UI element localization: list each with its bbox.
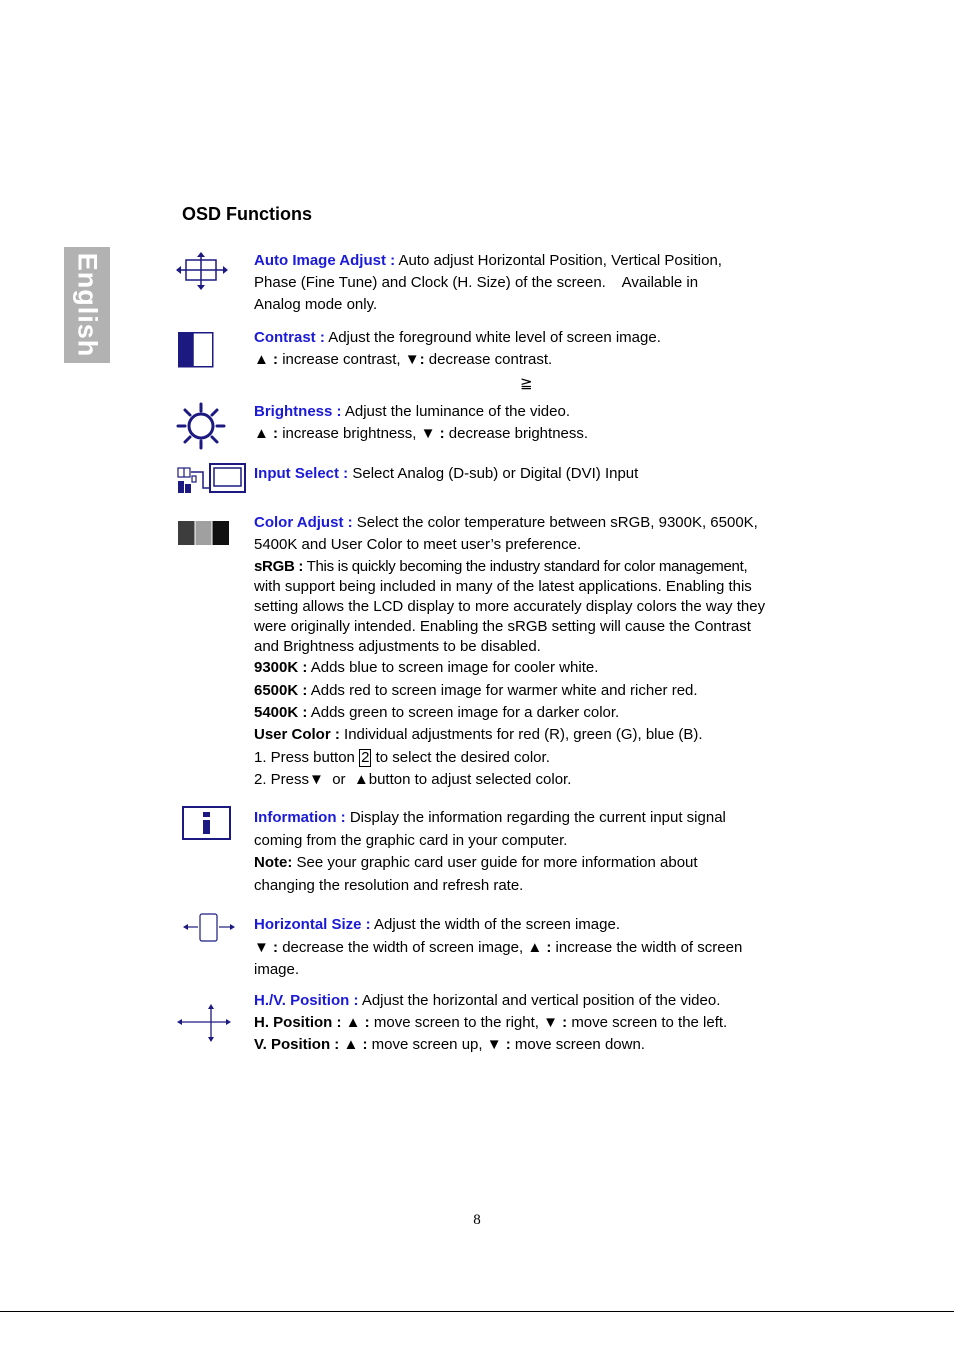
brightness-line1: Adjust the luminance of the video. <box>344 403 570 420</box>
hsize-line3: image. <box>254 961 300 978</box>
v-up-text: move screen up, <box>371 1036 483 1053</box>
input-select-line1: Select Analog (D-sub) or Digital (DVI) Input <box>352 465 639 482</box>
information-icon <box>182 806 231 840</box>
color-adjust-title: Color Adjust : <box>254 514 353 531</box>
contrast-up-symbol: ▲ : <box>254 351 279 368</box>
step2-text-c: ▲button to adjust selected color. <box>353 771 572 788</box>
step1-text-b: to select the desired color. <box>375 749 550 766</box>
k5400-text: Adds green to screen image for a darker color. <box>310 704 620 721</box>
stray-symbol: ≧ <box>520 375 533 392</box>
h-position-label: H. Position : <box>254 1014 342 1031</box>
srgb-line4: were originally intended. Enabling the sRGB setting will cause the Contrast <box>254 618 751 635</box>
srgb-label: sRGB : <box>254 558 304 575</box>
color-line2: 5400K and User Color to meet user’s preference. <box>254 536 582 553</box>
brightness-title: Brightness : <box>254 403 342 420</box>
information-title: Information : <box>254 809 346 826</box>
contrast-icon <box>178 332 214 368</box>
page-number: 8 <box>473 1212 481 1228</box>
user-color-label: User Color : <box>254 726 340 743</box>
info-line2: coming from the graphic card in your computer. <box>254 832 568 849</box>
color-adjust-icon <box>178 521 229 545</box>
auto-image-adjust-description <box>254 250 804 316</box>
step2-text-a: 2. Press▼ <box>254 771 324 788</box>
note-line1: See your graphic card user guide for more information about <box>296 854 698 871</box>
contrast-description <box>254 327 804 371</box>
h-down-symbol: ▼ : <box>543 1014 568 1031</box>
footer-divider <box>0 1311 954 1312</box>
step2-text-b: or <box>332 771 346 788</box>
k5400-label: 5400K : <box>254 704 308 721</box>
hv-position-title: H./V. Position : <box>254 992 359 1009</box>
button-2-label: 2 <box>361 749 370 766</box>
auto-line1: Auto adjust Horizontal Position, Vertical Position, <box>398 252 722 269</box>
k9300-label: 9300K : <box>254 659 308 676</box>
contrast-line1: Adjust the foreground white level of screen image. <box>328 329 661 346</box>
auto-line3: Analog mode only. <box>254 296 378 313</box>
brightness-up-text: increase brightness, <box>282 425 417 442</box>
hv-position-description <box>254 990 804 1056</box>
side-tab-label: English <box>72 252 103 358</box>
brightness-icon <box>176 402 226 450</box>
k6500-text: Adds red to screen image for warmer white and richer red. <box>310 682 698 699</box>
h-down-text: move screen to the left. <box>571 1014 728 1031</box>
horizontal-size-title: Horizontal Size : <box>254 916 371 933</box>
brightness-up-symbol: ▲ : <box>254 425 279 442</box>
brightness-down-text: decrease brightness. <box>448 425 589 442</box>
language-side-tab <box>64 247 110 363</box>
user-color-text: Individual adjustments for red (R), green (G), blue (B). <box>344 726 703 743</box>
srgb-line1: This is quickly becoming the industry standard for color management, <box>306 558 748 575</box>
k9300-text: Adds blue to screen image for cooler white. <box>310 659 599 676</box>
srgb-line2: with support being included in many of the latest applications. Enabling this <box>254 578 752 595</box>
auto-image-adjust-title: Auto Image Adjust : <box>254 252 396 269</box>
srgb-line3: setting allows the LCD display to more accurately display colors the way they <box>254 598 766 615</box>
input-select-icon <box>177 462 247 496</box>
hsize-up-text: increase the width of screen <box>555 939 743 956</box>
auto-adjust-icon <box>176 252 228 290</box>
hsize-up-symbol: ▲ : <box>527 939 552 956</box>
hvpos-line1: Adjust the horizontal and vertical position of the video. <box>361 992 721 1009</box>
horizontal-size-description <box>254 914 804 981</box>
information-description <box>254 807 804 897</box>
auto-line2: Phase (Fine Tune) and Clock (H. Size) of the screen. Available in <box>254 274 699 291</box>
v-up-symbol: ▲ : <box>343 1036 368 1053</box>
brightness-down-symbol: ▼ : <box>420 425 445 442</box>
horizontal-size-icon <box>182 912 236 944</box>
h-up-symbol: ▲ : <box>345 1014 370 1031</box>
input-select-title: Input Select : <box>254 465 349 482</box>
input-select-description <box>254 463 804 485</box>
v-position-label: V. Position : <box>254 1036 340 1053</box>
hsize-line1: Adjust the width of the screen image. <box>374 916 621 933</box>
v-down-text: move screen down. <box>514 1036 645 1053</box>
note-label: Note: <box>254 854 293 871</box>
position-icon <box>177 1004 231 1042</box>
srgb-line5: and Brightness adjustments to be disabled. <box>254 638 541 655</box>
contrast-up-text: increase contrast, <box>282 351 401 368</box>
contrast-title: Contrast : <box>254 329 325 346</box>
h-up-text: move screen to the right, <box>373 1014 539 1031</box>
step1-text-a: 1. Press button <box>254 749 355 766</box>
contrast-down-symbol: ▼: <box>404 351 425 368</box>
k6500-label: 6500K : <box>254 682 308 699</box>
contrast-down-text: decrease contrast. <box>428 351 553 368</box>
hsize-down-text: decrease the width of screen image, <box>282 939 524 956</box>
color-line1: Select the color temperature between sRGB, 9300K, 6500K, <box>356 514 758 531</box>
v-down-symbol: ▼ : <box>486 1036 511 1053</box>
color-adjust-description <box>254 512 804 791</box>
page-title: OSD Functions <box>182 204 312 224</box>
hsize-down-symbol: ▼ : <box>254 939 279 956</box>
info-line1: Display the information regarding the current input signal <box>349 809 726 826</box>
note-line2: changing the resolution and refresh rate. <box>254 877 524 894</box>
brightness-description <box>254 401 804 445</box>
